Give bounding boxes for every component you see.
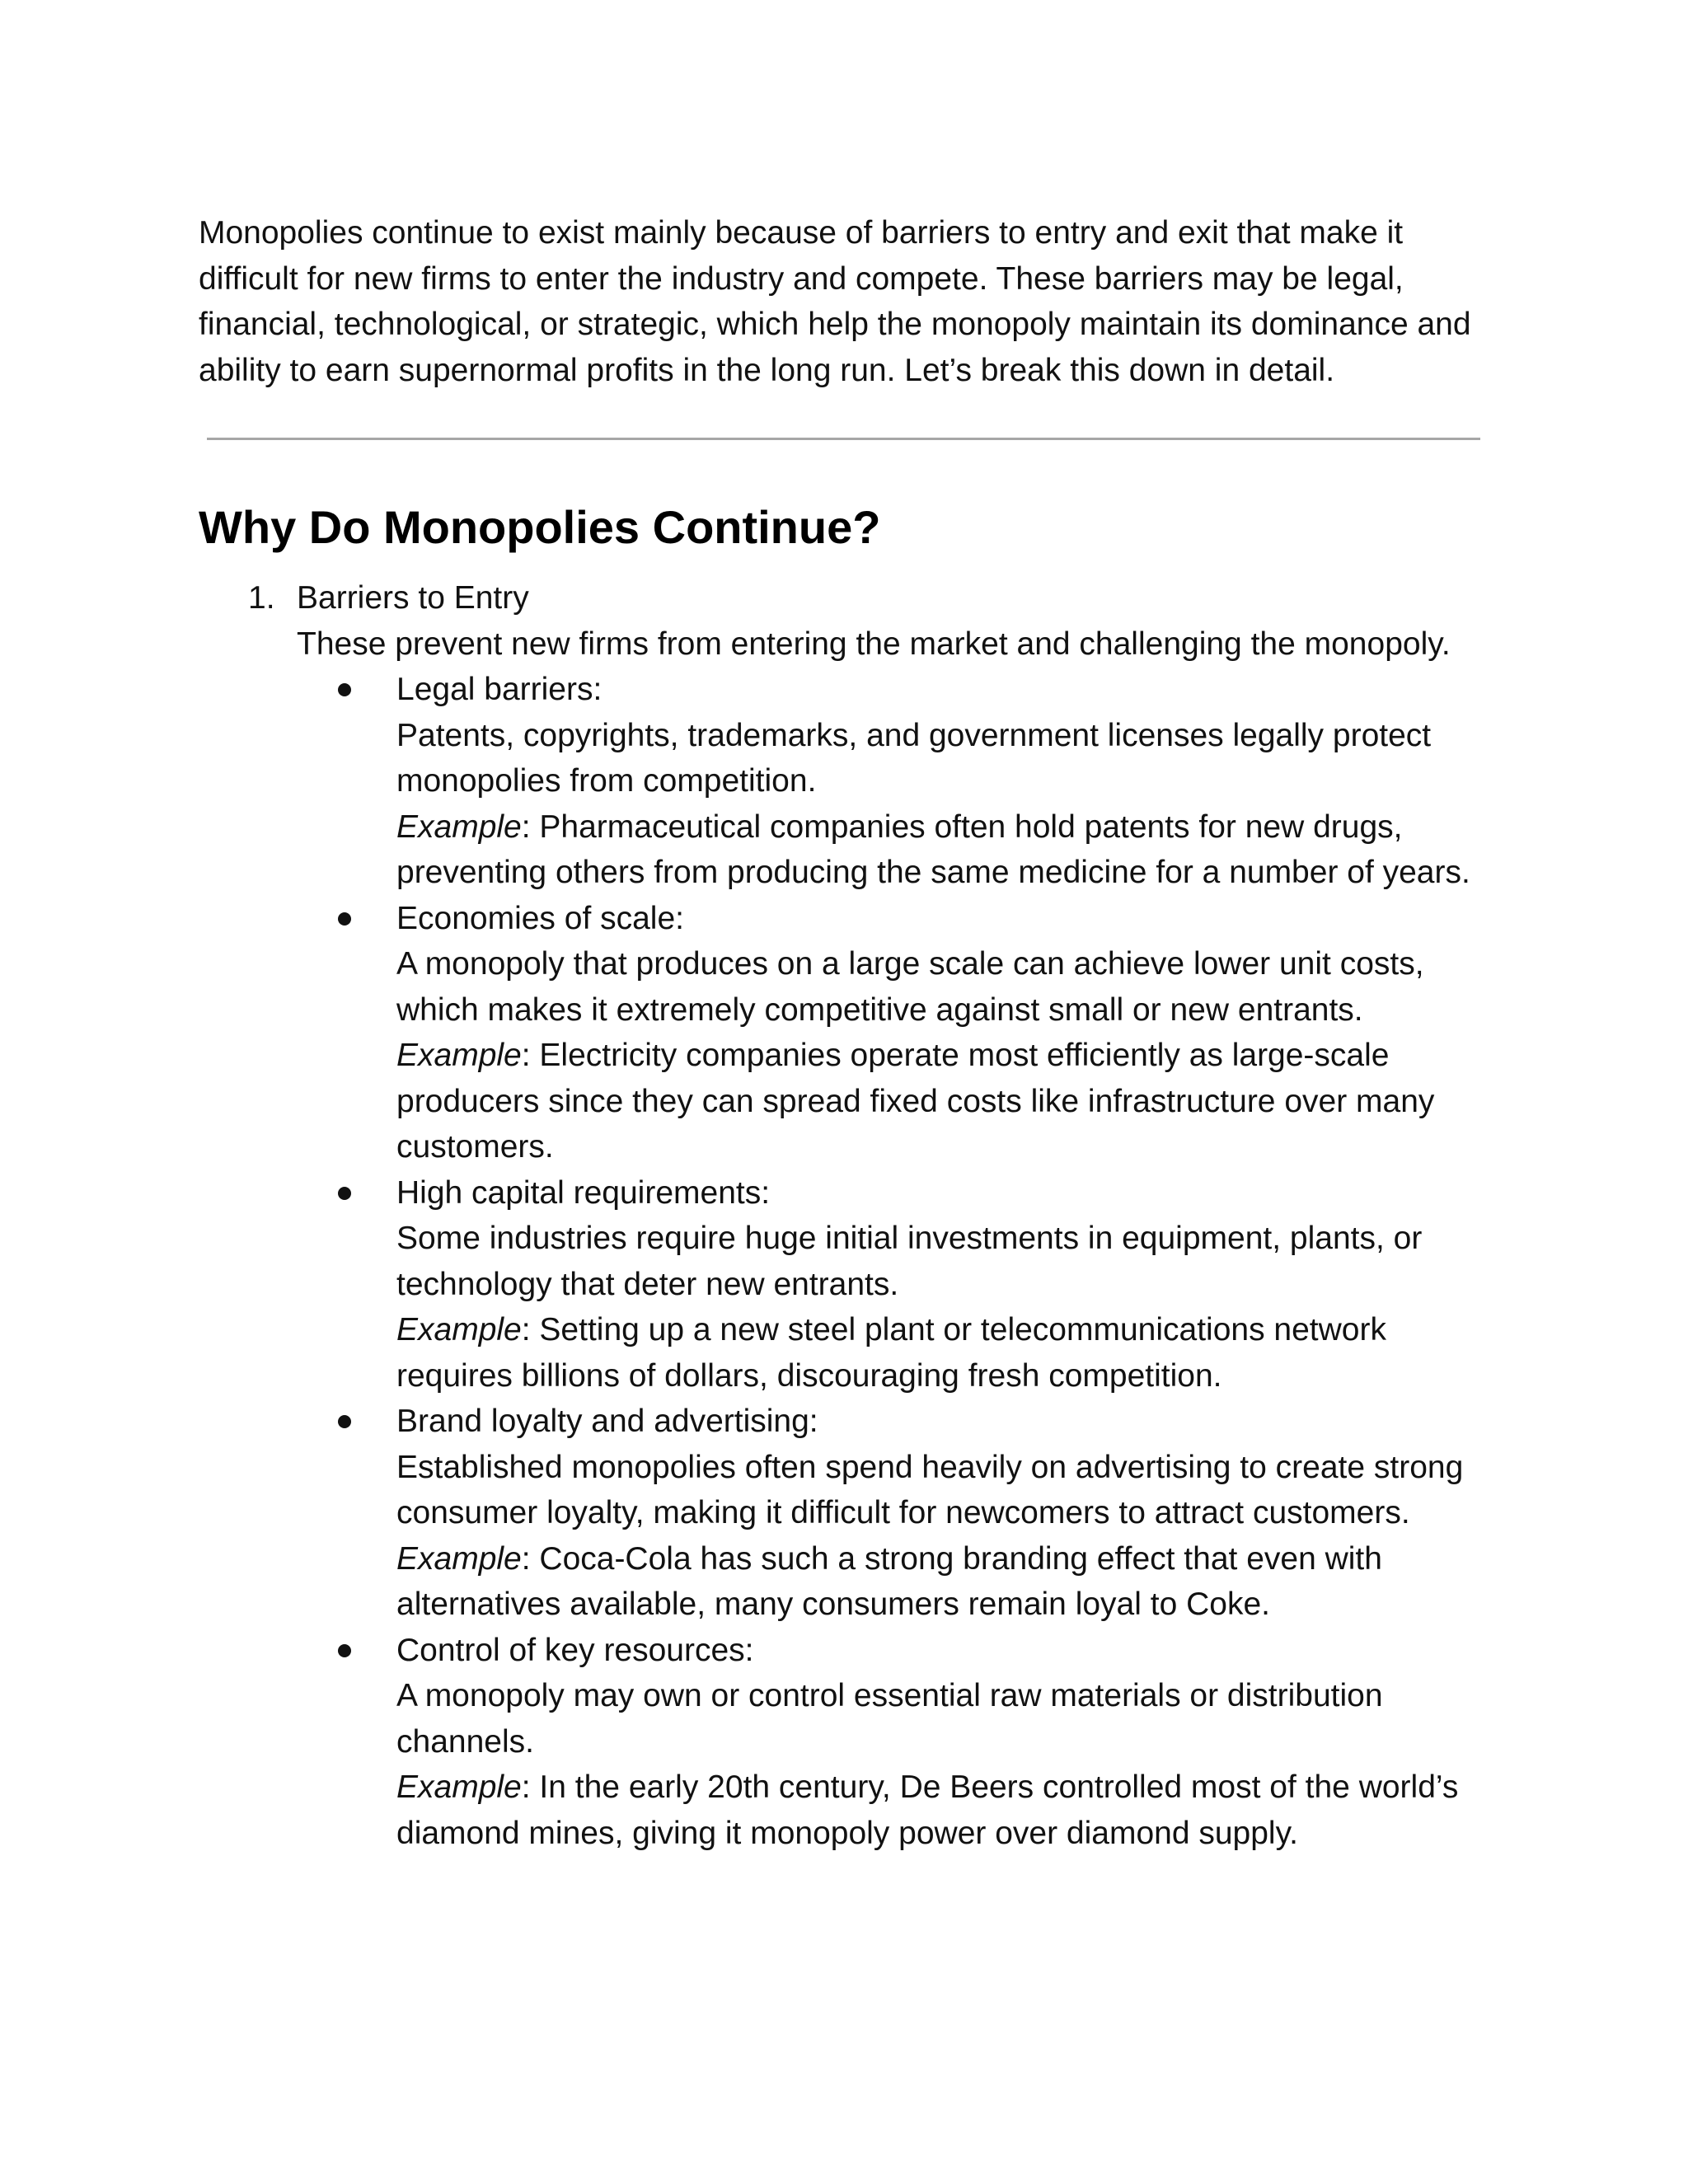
bullet-title: High capital requirements:	[396, 1174, 771, 1211]
example-text: : Electricity companies operate most efficiently as large-scale producers since they can spread fixed costs like infrastructure over many customers.	[396, 1038, 1435, 1165]
bullet-icon	[338, 1644, 351, 1657]
bullet-example	[396, 1033, 1493, 1170]
intro-paragraph: Monopolies continue to exist mainly because of barriers to entry and exit that make it difficult for new firms to enter the industry and compete. These barriers may be legal, financial, technological, or strategic, which help the monopoly maintain its dominance and ability to earn supernormal profits in the long run. Let’s break this down in detail.	[199, 215, 1471, 388]
example-label: Example	[396, 1312, 522, 1347]
bullet-item-legal-barriers	[297, 667, 1493, 896]
bullet-text: Established monopolies often spend heavily on advertising to create strong consumer loyalty, making it difficult for newcomers to attract customers.	[396, 1449, 1464, 1530]
example-text: : Pharmaceutical companies often hold patents for new drugs, preventing others from producing the same medicine for a number of years.	[396, 808, 1470, 890]
bullet-icon	[338, 912, 351, 926]
example-text: : Setting up a new steel plant or telecommunications network requires billions of dollars, discouraging fresh competition.	[396, 1312, 1386, 1394]
numbered-item-barriers-to-entry	[199, 575, 1501, 1856]
item-title: Barriers to Entry	[297, 580, 529, 616]
example-label: Example	[396, 1540, 522, 1577]
bullet-example	[396, 804, 1493, 896]
bullet-item-economies-of-scale	[297, 896, 1493, 1170]
bullet-text: A monopoly may own or control essential raw materials or distribution channels.	[396, 1678, 1383, 1760]
bullet-item-brand-loyalty	[297, 1399, 1493, 1628]
bullet-icon	[338, 1415, 351, 1428]
example-text: : Coca-Cola has such a strong branding effect that even with alternatives available, many consumers remain loyal to Coke.	[396, 1540, 1382, 1622]
bullet-title: Control of key resources:	[396, 1632, 754, 1668]
example-label: Example	[396, 1038, 522, 1073]
bullet-text: A monopoly that produces on a large scale can achieve lower unit costs, which makes it extremely competitive against small or new entrants.	[396, 946, 1424, 1028]
bullet-example	[396, 1307, 1493, 1399]
example-label: Example	[396, 1769, 522, 1805]
example-label: Example	[396, 808, 522, 845]
bullet-icon	[338, 683, 351, 696]
item-description: These prevent new firms from entering the market and challenging the monopoly.	[297, 626, 1451, 662]
list-number: 1.	[248, 580, 275, 616]
bullet-text: Patents, copyrights, trademarks, and government licenses legally protect monopolies from competition.	[396, 717, 1432, 799]
bullet-icon	[338, 1187, 351, 1200]
bullet-item-high-capital-requirements	[297, 1170, 1493, 1399]
bullet-title: Legal barriers:	[396, 672, 603, 707]
bullet-list	[297, 667, 1501, 1856]
bullet-title: Economies of scale:	[396, 900, 685, 936]
section-heading: Why Do Monopolies Continue?	[199, 501, 881, 553]
bullet-example	[396, 1536, 1493, 1628]
bullet-title: Brand loyalty and advertising:	[396, 1404, 818, 1439]
bullet-text: Some industries require huge initial investments in equipment, plants, or technology that deter new entrants.	[396, 1221, 1423, 1302]
numbered-list	[199, 575, 1501, 1856]
bullet-item-control-of-key-resources	[297, 1628, 1493, 1857]
bullet-example	[396, 1765, 1493, 1856]
horizontal-divider	[207, 438, 1480, 440]
example-text: : In the early 20th century, De Beers controlled most of the world’s diamond mines, giving it monopoly power over diamond supply.	[396, 1769, 1459, 1851]
